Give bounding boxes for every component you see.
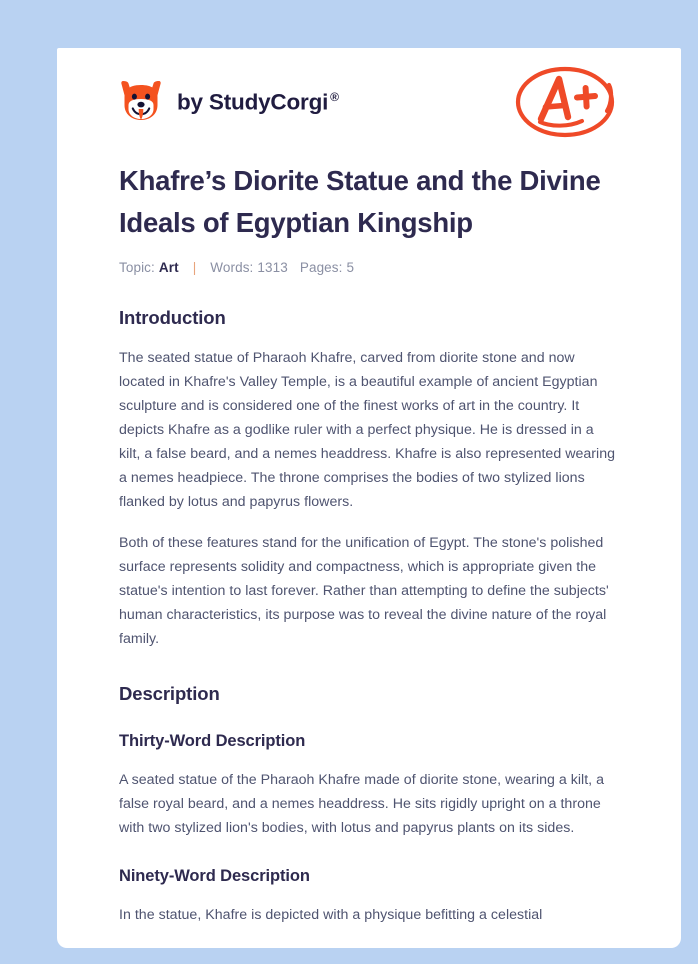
- document-page-card: [57, 48, 681, 948]
- subsection-heading-ninety-word: Ninety-Word Description: [119, 866, 310, 885]
- paragraph: In the statue, Khafre is depicted with a physique befitting a celestial: [119, 906, 543, 923]
- brand-wordmark: [177, 91, 339, 114]
- meta-topic-value[interactable]: Art: [158, 259, 179, 275]
- section-heading-description: Description: [119, 682, 220, 704]
- studycorgi-brand[interactable]: [119, 79, 339, 125]
- brand-prefix: by: [177, 89, 209, 114]
- meta-words-label: Words:: [210, 259, 254, 275]
- registered-mark-icon: ®: [330, 89, 339, 104]
- meta-pages-value: 5: [346, 259, 355, 275]
- section-heading-introduction: Introduction: [119, 306, 226, 328]
- paragraph: A seated statue of the Pharaoh Khafre made of diorite stone, wearing a kilt, a false royal beard, and a nemes headdress. He sits rigidly upright on a throne with two stylized lion's bodies, with lotus and papyrus plants on its sides.: [119, 771, 605, 836]
- paragraph: Both of these features stand for the unification of Egypt. The stone's polished surface represents solidity and compactness, which is appropriate given the statue's intention to last forever. Rather than attempting to define the subjects' human characteristics, its purpose was to reveal the divine nature of the royal family.: [119, 534, 609, 647]
- subsection-heading-thirty-word: Thirty-Word Description: [119, 731, 306, 750]
- meta-pages-label: Pages:: [299, 259, 343, 275]
- document-meta: [119, 260, 619, 275]
- meta-topic-label: Topic:: [119, 259, 155, 275]
- brand-name: StudyCorgi: [208, 89, 329, 114]
- document-header: [119, 48, 619, 152]
- meta-separator: |: [192, 259, 197, 275]
- paragraph: The seated statue of Pharaoh Khafre, carved from diorite stone and now located in Khafre's Valley Temple, is a beautiful example of ancient Egyptian sculpture and is considered one of the finest works of art in the country. It depicts Khafre as a godlike ruler with a perfect physique. He is dressed in a kilt, a false beard, and a nemes headdress. Khafre is also represented wearing a nemes headpiece. The throne comprises the bodies of two stylized lions flanked by lotus and papyrus flowers.: [119, 349, 616, 510]
- document-content: [57, 48, 681, 927]
- a-plus-circled-icon: [511, 59, 619, 145]
- meta-words-value: 1313: [257, 259, 288, 275]
- corgi-head-icon: [119, 79, 163, 125]
- page-title: Khafre’s Diorite Statue and the Divine Ideals of Egyptian Kingship: [119, 165, 601, 238]
